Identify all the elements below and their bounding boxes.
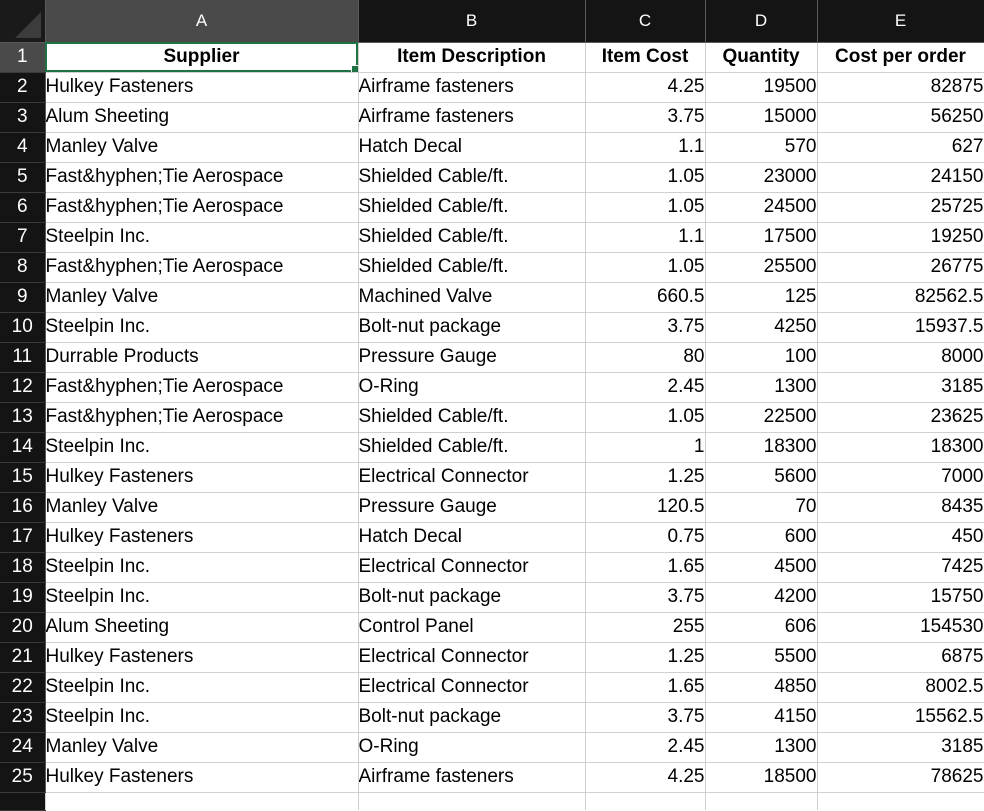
cell-supplier[interactable]: Fast&hyphen;Tie Aerospace [45,372,358,402]
cell-item-description[interactable]: Shielded Cable/ft. [358,162,585,192]
cell-item-description[interactable]: Shielded Cable/ft. [358,432,585,462]
row-header[interactable]: 12 [0,372,45,402]
empty-cell[interactable] [705,792,817,810]
cell-item-cost[interactable]: 0.75 [585,522,705,552]
cell-item-description[interactable]: Bolt-nut package [358,312,585,342]
table-row [0,342,984,372]
cell-cost-per-order[interactable]: 7425 [817,552,984,582]
row-header[interactable]: 19 [0,582,45,612]
table-row [0,432,984,462]
row-header[interactable]: 11 [0,342,45,372]
table-row [0,402,984,432]
cell-supplier[interactable]: Hulkey Fasteners [45,522,358,552]
cell-item-cost[interactable]: 3.75 [585,582,705,612]
row-header[interactable]: 1 [0,42,45,72]
cell-quantity[interactable]: 4250 [705,312,817,342]
row-header[interactable]: 8 [0,252,45,282]
cell-quantity[interactable]: 606 [705,612,817,642]
table-row [0,612,984,642]
row-header[interactable] [0,792,45,810]
cell-quantity[interactable]: 70 [705,492,817,522]
cell-cost-per-order[interactable]: 18300 [817,432,984,462]
cell-supplier[interactable]: Fast&hyphen;Tie Aerospace [45,252,358,282]
cell-item-cost[interactable]: 1.05 [585,252,705,282]
cell-supplier[interactable]: Manley Valve [45,282,358,312]
cell-supplier[interactable]: Steelpin Inc. [45,672,358,702]
cell-quantity[interactable]: 570 [705,132,817,162]
table-row [0,732,984,762]
cell-cost-per-order[interactable]: 78625 [817,762,984,792]
cell-text: Supplier [163,46,240,67]
table-row [0,492,984,522]
table-row [0,372,984,402]
cell-cost-per-order[interactable]: 25725 [817,192,984,222]
row-header[interactable]: 17 [0,522,45,552]
column-header-e[interactable]: E [817,0,984,42]
cell-quantity[interactable]: 4200 [705,582,817,612]
cell-cost-per-order[interactable]: 56250 [817,102,984,132]
cell-quantity[interactable]: 1300 [705,372,817,402]
cell-cost-per-order[interactable]: 82562.5 [817,282,984,312]
empty-cell[interactable] [585,792,705,810]
cell-item-description[interactable]: Shielded Cable/ft. [358,252,585,282]
cell-cost-per-order[interactable]: 3185 [817,372,984,402]
row-header[interactable]: 7 [0,222,45,252]
table-row [0,282,984,312]
cell-item-cost[interactable]: 1.1 [585,132,705,162]
table-row [0,642,984,672]
cell-item-description[interactable]: Electrical Connector [358,552,585,582]
cell-quantity[interactable]: 1300 [705,732,817,762]
table-row [0,582,984,612]
cell-supplier[interactable]: Manley Valve [45,132,358,162]
cell-supplier[interactable]: Durrable Products [45,342,358,372]
table-row [0,702,984,732]
cell-item-description[interactable]: Control Panel [358,612,585,642]
cell-d1-quantity-header[interactable]: Quantity [705,42,817,72]
cell-item-cost[interactable]: 1.25 [585,642,705,672]
cell-quantity[interactable]: 4500 [705,552,817,582]
table-row [0,672,984,702]
cell-cost-per-order[interactable]: 82875 [817,72,984,102]
cell-cost-per-order[interactable]: 450 [817,522,984,552]
row-header[interactable]: 4 [0,132,45,162]
cell-cost-per-order[interactable]: 19250 [817,222,984,252]
table-row [0,552,984,582]
cell-cost-per-order[interactable]: 8000 [817,342,984,372]
cell-supplier[interactable]: Steelpin Inc. [45,312,358,342]
table-row [0,252,984,282]
cell-quantity[interactable]: 18500 [705,762,817,792]
cell-supplier[interactable]: Manley Valve [45,732,358,762]
cell-cost-per-order[interactable]: 8435 [817,492,984,522]
table-row [0,522,984,552]
cell-cost-per-order[interactable]: 23625 [817,402,984,432]
table-row [0,762,984,792]
cell-cost-per-order[interactable]: 7000 [817,462,984,492]
cell-item-description[interactable]: Machined Valve [358,282,585,312]
cell-item-cost[interactable]: 1.05 [585,162,705,192]
table-row [0,462,984,492]
cell-item-cost[interactable]: 255 [585,612,705,642]
cell-cost-per-order[interactable]: 6875 [817,642,984,672]
cell-supplier[interactable]: Fast&hyphen;Tie Aerospace [45,402,358,432]
empty-cell[interactable] [45,792,358,810]
cell-supplier[interactable]: Steelpin Inc. [45,552,358,582]
cell-item-cost[interactable]: 120.5 [585,492,705,522]
cell-item-description[interactable]: Airframe fasteners [358,102,585,132]
cell-quantity[interactable]: 23000 [705,162,817,192]
cell-cost-per-order[interactable]: 3185 [817,732,984,762]
empty-cell[interactable] [358,792,585,810]
select-all-corner[interactable] [0,0,45,42]
cell-item-description[interactable]: Pressure Gauge [358,342,585,372]
row-header[interactable]: 9 [0,282,45,312]
cell-cost-per-order[interactable]: 24150 [817,162,984,192]
row-header[interactable]: 13 [0,402,45,432]
cell-item-cost[interactable]: 1.65 [585,672,705,702]
row-header[interactable]: 14 [0,432,45,462]
cell-quantity[interactable]: 15000 [705,102,817,132]
row-header[interactable]: 24 [0,732,45,762]
cell-item-cost[interactable]: 3.75 [585,702,705,732]
table-row [0,72,984,102]
cell-supplier[interactable]: Steelpin Inc. [45,702,358,732]
table-row [0,162,984,192]
row-header[interactable]: 10 [0,312,45,342]
cell-item-description[interactable]: Airframe fasteners [358,762,585,792]
cell-quantity[interactable]: 125 [705,282,817,312]
row-header[interactable]: 25 [0,762,45,792]
cell-item-cost[interactable]: 660.5 [585,282,705,312]
cell-item-cost[interactable]: 1.05 [585,192,705,222]
cell-cost-per-order[interactable]: 15937.5 [817,312,984,342]
cell-supplier[interactable]: Hulkey Fasteners [45,642,358,672]
row-header[interactable]: 6 [0,192,45,222]
cell-quantity[interactable]: 18300 [705,432,817,462]
cell-item-cost[interactable]: 4.25 [585,72,705,102]
table-row [0,102,984,132]
cell-supplier[interactable]: Steelpin Inc. [45,222,358,252]
row-header[interactable]: 5 [0,162,45,192]
row-header[interactable]: 16 [0,492,45,522]
cell-item-description[interactable]: Shielded Cable/ft. [358,192,585,222]
cell-item-description[interactable]: Hatch Decal [358,132,585,162]
table-row [0,132,984,162]
cell-cost-per-order[interactable]: 154530 [817,612,984,642]
cell-item-description[interactable]: Bolt-nut package [358,582,585,612]
cell-item-description[interactable]: O-Ring [358,372,585,402]
row-header[interactable]: 21 [0,642,45,672]
row-header[interactable]: 15 [0,462,45,492]
row-header[interactable]: 18 [0,552,45,582]
cell-quantity[interactable]: 4850 [705,672,817,702]
cell-item-description[interactable]: Shielded Cable/ft. [358,222,585,252]
cell-supplier[interactable]: Hulkey Fasteners [45,762,358,792]
cell-item-cost[interactable]: 1 [585,432,705,462]
cell-e1-cost-per-order-header[interactable]: Cost per order [817,42,984,72]
cell-quantity[interactable]: 25500 [705,252,817,282]
row-header[interactable]: 23 [0,702,45,732]
cell-cost-per-order[interactable]: 627 [817,132,984,162]
cell-supplier[interactable]: Fast&hyphen;Tie Aerospace [45,192,358,222]
cell-item-cost[interactable]: 1.25 [585,462,705,492]
table-row [0,192,984,222]
cell-item-cost[interactable]: 1.05 [585,402,705,432]
row-header[interactable]: 3 [0,102,45,132]
cell-item-description[interactable]: Airframe fasteners [358,72,585,102]
cell-cost-per-order[interactable]: 15562.5 [817,702,984,732]
cell-item-description[interactable]: Shielded Cable/ft. [358,402,585,432]
cell-item-cost[interactable]: 1.1 [585,222,705,252]
cell-item-cost[interactable]: 2.45 [585,372,705,402]
cell-item-cost[interactable]: 2.45 [585,732,705,762]
cell-supplier[interactable]: Steelpin Inc. [45,582,358,612]
cell-item-description[interactable]: Electrical Connector [358,462,585,492]
cell-quantity[interactable]: 22500 [705,402,817,432]
cell-item-description[interactable]: Bolt-nut package [358,702,585,732]
cell-supplier[interactable]: Alum Sheeting [45,612,358,642]
select-all-triangle-icon [15,12,41,38]
cell-quantity[interactable]: 600 [705,522,817,552]
cell-cost-per-order[interactable]: 26775 [817,252,984,282]
cell-supplier[interactable]: Hulkey Fasteners [45,462,358,492]
partial-row [0,792,984,810]
cell-item-cost[interactable]: 4.25 [585,762,705,792]
cell-item-cost[interactable]: 80 [585,342,705,372]
cell-item-description[interactable]: Electrical Connector [358,642,585,672]
table-row [0,222,984,252]
cell-item-cost[interactable]: 3.75 [585,102,705,132]
column-header-c[interactable]: C [585,0,705,42]
table-row [0,312,984,342]
cell-supplier[interactable]: Steelpin Inc. [45,432,358,462]
cell-quantity[interactable]: 4150 [705,702,817,732]
cell-item-description[interactable]: O-Ring [358,732,585,762]
cell-quantity[interactable]: 100 [705,342,817,372]
row-header[interactable]: 2 [0,72,45,102]
cell-b1-item-description-header[interactable]: Item Description [358,42,585,72]
cell-a1-supplier-header[interactable] [45,42,358,72]
cell-quantity[interactable]: 19500 [705,72,817,102]
cell-c1-item-cost-header[interactable]: Item Cost [585,42,705,72]
row-header[interactable]: 20 [0,612,45,642]
cell-item-description[interactable]: Pressure Gauge [358,492,585,522]
empty-cell[interactable] [817,792,984,810]
cell-cost-per-order[interactable]: 15750 [817,582,984,612]
cell-cost-per-order[interactable]: 8002.5 [817,672,984,702]
column-header-d[interactable]: D [705,0,817,42]
cell-supplier[interactable]: Hulkey Fasteners [45,72,358,102]
cell-supplier[interactable]: Manley Valve [45,492,358,522]
cell-quantity[interactable]: 5600 [705,462,817,492]
cell-item-description[interactable]: Electrical Connector [358,672,585,702]
fill-handle[interactable] [351,65,359,73]
cell-item-cost[interactable]: 3.75 [585,312,705,342]
cell-item-description[interactable]: Hatch Decal [358,522,585,552]
cell-quantity[interactable]: 24500 [705,192,817,222]
cell-quantity[interactable]: 17500 [705,222,817,252]
cell-item-cost[interactable]: 1.65 [585,552,705,582]
cell-supplier[interactable]: Alum Sheeting [45,102,358,132]
table-row [0,42,984,72]
column-header-row [0,0,984,42]
row-header[interactable]: 22 [0,672,45,702]
cell-supplier[interactable]: Fast&hyphen;Tie Aerospace [45,162,358,192]
column-header-a[interactable]: A [45,0,358,42]
column-header-b[interactable]: B [358,0,585,42]
cell-quantity[interactable]: 5500 [705,642,817,672]
